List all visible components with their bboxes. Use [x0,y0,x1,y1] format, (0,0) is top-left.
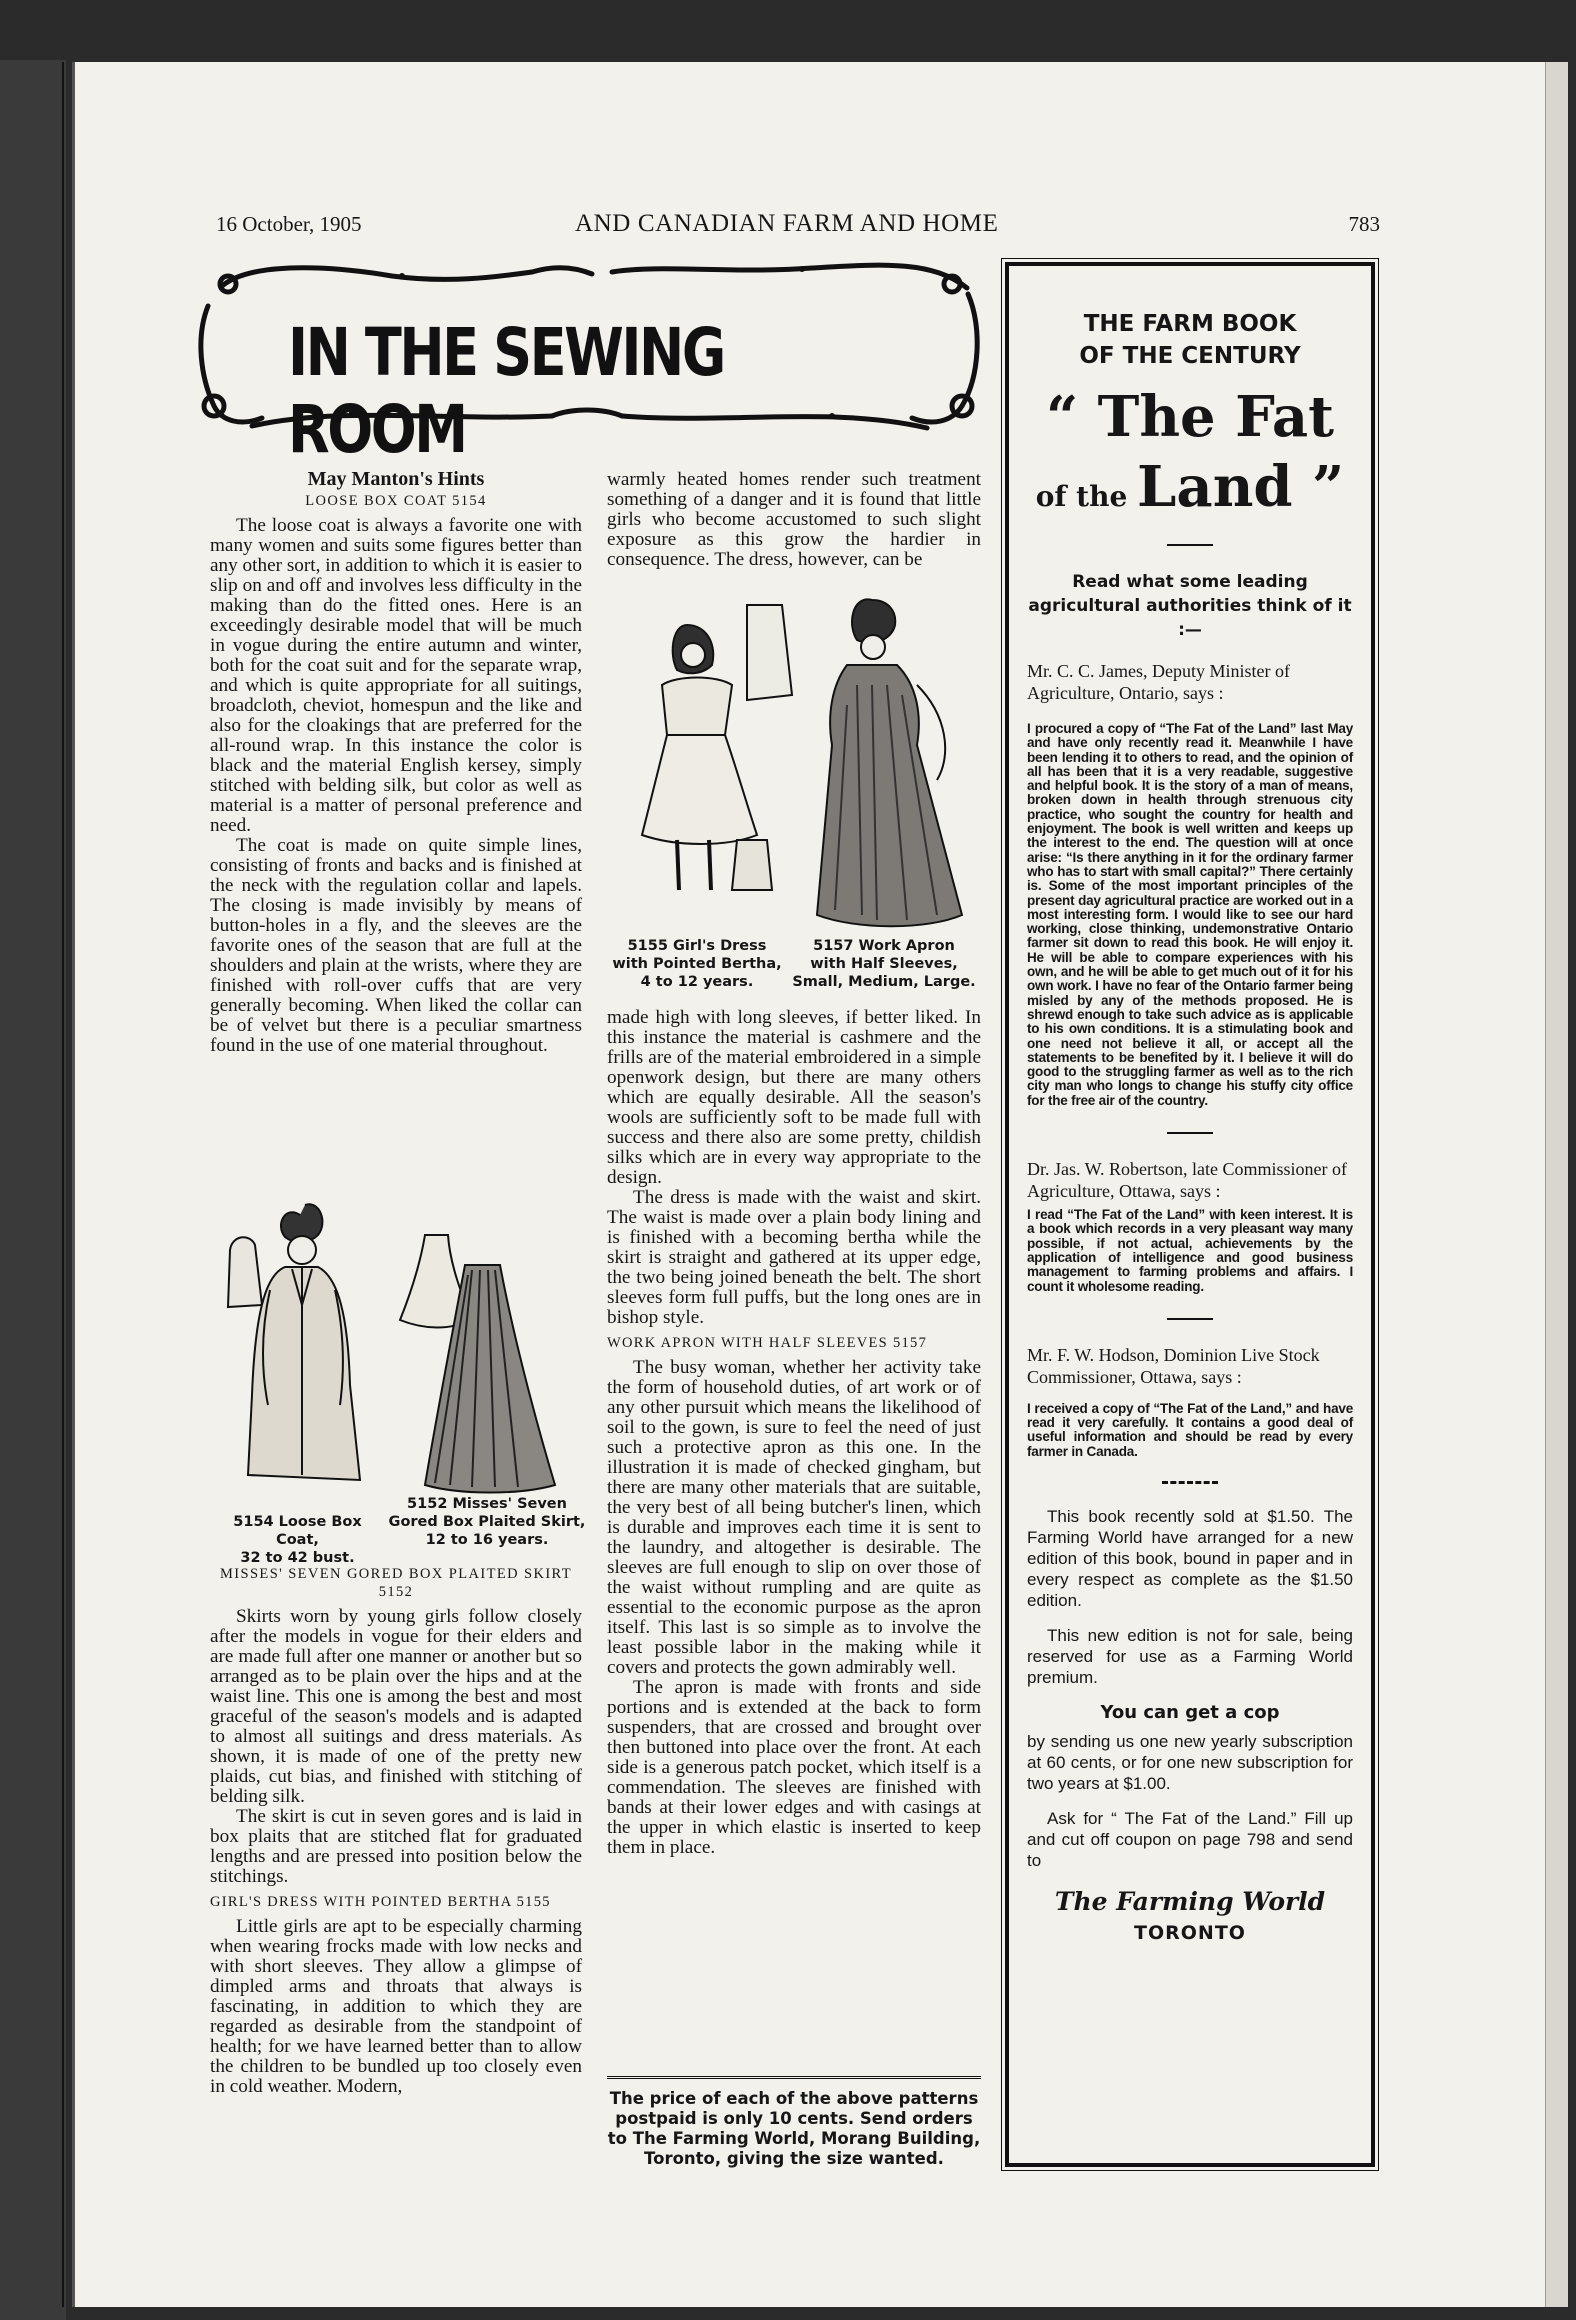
article-column-1a [210,468,582,1056]
caption-5154 [210,1513,385,1567]
divider [1162,1481,1218,1484]
section-subtitle: WORK APRON WITH HALF SLEEVES 5157 [607,1335,928,1351]
caption-line: 32 to 42 bust. [240,1550,355,1566]
caption-line: Gored Box Plaited Skirt, [388,1514,586,1530]
section-subtitle: LOOSE BOX COAT 5154 [305,493,487,509]
caption-line: 4 to 12 years. [640,974,754,990]
book-advertisement [1005,262,1375,2167]
offer-cta: You can get a cop [1100,1701,1280,1723]
binding-line [62,62,64,2307]
page-edge [1545,62,1568,2307]
article-column-1b [210,1563,582,2097]
divider [1167,544,1213,546]
publisher-city: TORONTO [1134,1921,1246,1944]
offer-text: This new edition is not for sale, being reserved for use as a Farming World premium. [1027,1625,1353,1687]
testimonial-quote: I procured a copy of “The Fat of the Land” last May and have only recently read it. Meanwhile I have been lending it to others to read, and the opinion of all has been that it is a very readable, suggestive and helpful book. It is the story of a man of means, broken down in health through strenuous city practice, who sought the country for health and enjoyment. The book is well written and keeps up the interest to the end. The question will at once arise: “Is there anything in it for the ordinary farmer who has to start with small capital?” There certainly is. Some of the most important principles of the present day agricultural practice are worked out in a most interesting form. I would like to see our hard working, close thinking, undemonstrative Ontario farmer sit down to read this book. He will enjoy it. He will be able to compare experiences with his own, and he will be able to get much out of it for his own work. I have no fear of the Ontario farmer being misled by any of the methods proposed. He is shrewd enough to take such advice as is applicable to his own conditions. It is a stimulating book and one need not believe it all, or accept all the statements to be benefited by it. I believe it will do good to the struggling farmer as well as to the rich city man who longs to change his stuffy city office for the free air of the country. [1027,721,1353,1108]
ad-kicker [1027,308,1353,372]
figure-dress-apron [607,585,987,1005]
caption-5155 [607,937,787,991]
caption-line: with Pointed Bertha, [612,956,782,972]
publication-title: AND CANADIAN FARM AND HOME [575,210,999,237]
ad-lead: Read what some leading agricultural authorities think of it :— [1028,572,1352,640]
banner-title: IN THE SEWING ROOM [288,314,724,468]
testimonial-author: Dr. Jas. W. Robertson, late Commissioner of Agriculture, Ottawa, says : [1027,1159,1347,1202]
offer-text: Ask for “ The Fat of the Land.” Fill up and cut off coupon on page 798 and send to [1027,1808,1353,1870]
ad-book-title-line2 [1027,454,1353,520]
testimonial-author: Mr. C. C. James, Deputy Minister of Agriculture, Ontario, says : [1027,661,1290,703]
caption-5157 [789,937,979,991]
caption-5152 [382,1495,592,1549]
coat-illustration-icon [210,1195,590,1495]
paragraph: The busy woman, whether her activity take the form of household duties, of art work or of any other pursuit which means the likelihood of soil to the gown, is sure to feel the need of just such a protective apron as this one. In the illustration it is made of checked gingham, but there are many other materials that are suitable, the very best of all being butcher's linen, which is durable and improves each time it is sent to the laundry, and altogether is desirable. The sleeves are full enough to slip on over those of the waist without rumpling and are quite as essential to the economic purpose as the apron itself. This last is so simple as to involve the least possible labor in the making while it covers and protects the gown admirably well. [607,1357,981,1678]
publisher-name: The Farming World [1054,1886,1326,1916]
figure-coat-skirt [210,1195,590,1565]
testimonial-quote: I read “The Fat of the Land” with keen interest. It is a book which records in a very pleasant way many possible, if not actual, achievements by the application of intelligence and good business management to farming problems and affairs. I count it wholesome reading. [1027,1207,1353,1294]
paragraph: The dress is made with the waist and skirt. The waist is made over a plain body lining and is finished with a becoming bertha while the skirt is straight and gathered at its upper edge, the two being joined beneath the belt. The short sleeves form full puffs, but the long ones are in bishop style. [607,1187,981,1328]
paragraph: warmly heated homes render such treatment something of a danger and it is found that little girls who become accustomed to such slight exposure as this grow the hardier in consequence. The dress, however, can be [607,469,981,570]
ad-content [1027,266,1353,1944]
ad-kicker-line: OF THE CENTURY [1079,343,1301,369]
caption-line: 12 to 16 years. [425,1532,549,1548]
caption-line: Small, Medium, Large. [792,974,976,990]
page-number: 783 [1348,212,1380,236]
section-banner [192,256,982,468]
ad-kicker-line: THE FARM BOOK [1083,311,1297,337]
caption-line: 5157 Work Apron [813,938,955,954]
caption-line: 5154 Loose Box Coat, [233,1514,362,1548]
paragraph: The skirt is cut in seven gores and is laid in box plaits that are stitched flat for graduated lengths and are pressed into position below the stitchings. [210,1806,582,1887]
article-column-2a [607,470,981,570]
issue-date: 16 October, 1905 [216,212,362,236]
section-subtitle: MISSES' SEVEN GORED BOX PLAITED SKIRT 5152 [219,1566,573,1600]
ad-title-small: of the [1035,480,1138,513]
ad-title-large: Land ” [1137,454,1345,520]
running-header [210,210,1380,250]
paragraph: Little girls are apt to be especially charming when wearing frocks made with low necks and with short sleeves. They allow a glimpse of dimpled arms and throats that always is fascinating, in addition to which they are regarded as desirable from the standpoint of health; for we have learned better than to allow the children to be bundled up too closely even in cold weather. Modern, [210,1916,582,2097]
paragraph: The loose coat is always a favorite one with many women and suits some figures better than any other sort, in addition to which it is easier to slip on and off and involves less difficulty in the making than do the fitted ones. Here is an exceedingly desirable model that will be much in vogue during the entire autumn and winter, both for the coat suit and for the separate wrap, and which is quite appropriate for all suitings, broadcloth, cheviot, homespun and the like and also for the cloakings that are preferred for the all-round wrap. In this instance the color is black and the material English kersey, simply stitched with belding silk, but color as well as material is a matter of personal preference and need. [210,515,582,836]
offer-text: This book recently sold at $1.50. The Farming World have arranged for a new edition of this book, bound in paper and in every respect as complete as the $1.50 edition. [1027,1506,1353,1610]
price-note: The price of each of the above patterns postpaid is only 10 cents. Send orders to The Farming World, Morang Building, Toronto, giving the size wanted. [607,2076,981,2169]
divider [1167,1318,1213,1320]
paragraph: made high with long sleeves, if better liked. In this instance the material is cashmere and the frills are of the material embroidered in a simple openwork design, but there are many others which are equally desirable. All the season's wools are sufficiently soft to be made full with success and there also are some pretty, childish silks which are in every way appropriate to the design. [607,1007,981,1188]
paragraph: The coat is made on quite simple lines, consisting of fronts and backs and is finished at the neck with the regulation collar and lapels. The closing is made invisibly by means of button-holes in a fly, and the sleeves are the favorite ones of the season that are full at the shoulders and plain at the wrists, where they are finished with roll-over cuffs that are very generally becoming. When liked the collar can be of velvet but there is a peculiar smartness found in the use of one material throughout. [210,835,582,1056]
article-column-2b [607,1008,981,1858]
section-subtitle: GIRL'S DRESS WITH POINTED BERTHA 5155 [210,1894,551,1910]
testimonial-author: Mr. F. W. Hodson, Dominion Live Stock Commissioner, Ottawa, says : [1027,1344,1320,1387]
ad-book-title-line1: “ The Fat [1045,384,1335,450]
article-title: May Manton's Hints [307,468,485,490]
caption-line: 5155 Girl's Dress [627,938,767,954]
paragraph: The apron is made with fronts and side portions and is extended at the back to form suspenders, that are crossed and brought over then buttoned into place over the front. At each side is a generous patch pocket, which itself is a commendation. The sleeves are finished with bands at their lower edges and with casings at the upper in which elastic is inserted to keep them in place. [607,1677,981,1858]
testimonial-quote: I received a copy of “The Fat of the Land,” and have read it very carefully. It contains a good deal of useful information and should be read by every farmer in Canada. [1027,1400,1353,1459]
paragraph: Skirts worn by young girls follow closely after the models in vogue for their elders and are made full after one manner or another but so arranged as to be plain over the hips and at the waist line. This one is among the best and most graceful of the season's models and is adapted to almost all suitings and dress materials. As shown, it is made of one of the pretty new plaids, cut bias, and finished with stitching of belding silk. [210,1606,582,1807]
divider [1167,1132,1213,1134]
gutter-shadow [0,60,66,2320]
offer-text: by sending us one new yearly subscription at 60 cents, or for one new subscription for two years at $1.00. [1027,1731,1353,1793]
dress-illustration-icon [607,585,987,935]
caption-line: 5152 Misses' Seven [407,1496,567,1512]
caption-line: with Half Sleeves, [810,956,958,972]
